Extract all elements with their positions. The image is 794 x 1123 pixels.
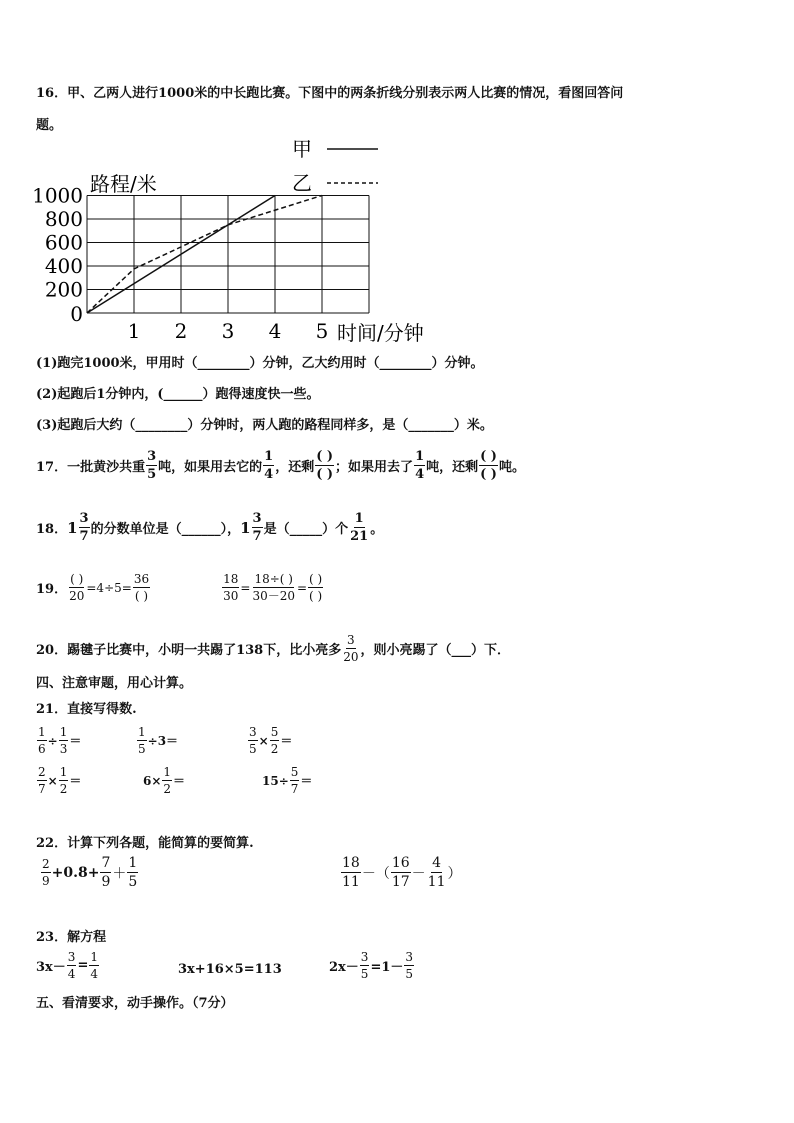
question-19: 19． ( ) 20 =4÷5= 36 ( ) $\frac{18}{30}$ = $\frac{18\div( )}{30-20}$ = ( ) ( ): [36, 572, 323, 603]
fraction: 1 4: [415, 449, 425, 482]
q21-expr-2: $\frac{1}{5}$ ÷3＝: [138, 725, 179, 756]
q17-text-e: 吨，还剩: [426, 460, 479, 475]
fraction: 1 4: [264, 449, 274, 482]
y-tick-label: 600: [44, 230, 83, 255]
y-tick-label: 400: [44, 254, 83, 278]
answer-fraction[interactable]: ( ) ( ): [309, 572, 323, 603]
fraction: $\frac{18}{30}$: [223, 572, 239, 603]
answer-fraction[interactable]: 36 ( ): [133, 572, 150, 603]
section-4-title: 四、注意审题，用心计算。: [36, 676, 193, 691]
q21-expr-3: $\frac{3}{5}$ × $\frac{5}{2}$ ＝: [249, 725, 293, 756]
question-16-line1: 16．甲、乙两人进行1000米的中长跑比赛。下图中的两条折线分别表示两人比赛的情况，看图回答问: [36, 86, 624, 101]
y-tick-label: 800: [44, 207, 83, 231]
fraction: 3 7: [252, 511, 262, 544]
x-tick-label: 1: [127, 319, 141, 343]
q21-expr-4: $\frac{2}{7}$ × $\frac{1}{2}$ ＝: [38, 765, 82, 796]
y-tick-label: 200: [44, 277, 83, 302]
q17-text-c: ，还剩: [275, 460, 315, 475]
y-tick-label: 0: [70, 302, 83, 326]
answer-fraction[interactable]: ( ) 20: [69, 572, 85, 603]
chart-grid: [87, 196, 369, 314]
y-axis-label: 路程/米: [90, 172, 157, 196]
x-axis-label: 时间/分钟: [337, 321, 424, 345]
x-tick-label: 3: [221, 319, 235, 343]
fraction: 3 20: [343, 633, 359, 664]
question-23-title: 23．解方程: [36, 930, 107, 945]
q17-text-a: 17．一批黄沙共重: [36, 460, 146, 475]
q22-expr-2: 18 11 －（ 16 17 － 4 11 ）: [342, 855, 462, 890]
fraction: 3 5: [147, 449, 157, 482]
y-tick-label: 1000: [32, 183, 83, 208]
q23-equation-3: 2x－ $\frac{3}{5}$ =1－ 3 5: [329, 950, 414, 981]
x-tick-label: 2: [174, 319, 188, 343]
legend-label: 乙: [292, 171, 312, 195]
q23-equation-2: 3x+16×5=113: [178, 962, 282, 977]
section-5-title: 五、看清要求，动手操作。（7分）: [36, 996, 234, 1011]
q22-expr-1: 2 9 +0.8+ $\frac{7}{9}$ ＋ 1 5: [42, 855, 138, 890]
line-chart: [30, 130, 450, 350]
question-22-title: 22．计算下列各题，能简算的要简算.: [36, 836, 254, 851]
x-tick-label: 4: [268, 319, 282, 343]
x-tick-label: 5: [315, 319, 329, 343]
question-18: 18． 1 3 7 的分数单位是（______）， 1 3 7 是（_____）个 1 21 。: [36, 511, 384, 544]
series-line-yi: [87, 196, 322, 314]
question-16-part2: (2)起跑后1分钟内，(______）跑得速度快一些。: [36, 387, 320, 402]
q17-text-f: 吨。: [498, 460, 525, 475]
legend-label: 甲: [292, 137, 312, 161]
question-17: [36, 450, 525, 481]
q21-expr-5: 6× $\frac{1}{2}$ ＝: [143, 765, 186, 796]
answer-fraction[interactable]: $\frac{18\div( )}{30-20}$: [252, 572, 295, 603]
fraction: 1 21: [350, 511, 369, 544]
q17-text-b: 吨，如果用去它的: [158, 460, 263, 475]
q21-expr-1: $\frac{1}{6}$ ÷ $\frac{1}{3}$ ＝: [38, 725, 82, 756]
question-16-part1: (1)跑完1000米，甲用时（________）分钟，乙大约用时（________）分钟。: [36, 356, 484, 371]
question-16-part3: (3)起跑后大约（________）分钟时，两人跑的路程同样多，是（_______）米。: [36, 418, 493, 433]
question-16-line2: 题。: [36, 118, 63, 133]
question-21-title: 21．直接写得数.: [36, 702, 137, 717]
q23-equation-1: 3x－ $\frac{3}{4}$ = $\frac{1}{4}$: [36, 950, 98, 981]
q17-text-d: ；如果用去了: [335, 460, 414, 475]
question-20: 20．踢毽子比赛中，小明一共踢了138下，比小亮多 3 20 ，则小亮踢了（___）下．: [36, 633, 511, 664]
answer-fraction[interactable]: ( ) ( ): [480, 449, 497, 482]
answer-fraction[interactable]: ( ) ( ): [316, 449, 334, 482]
fraction: 3 7: [79, 511, 89, 544]
q21-expr-6: 15÷ $\frac{5}{7}$ ＝: [262, 765, 313, 796]
